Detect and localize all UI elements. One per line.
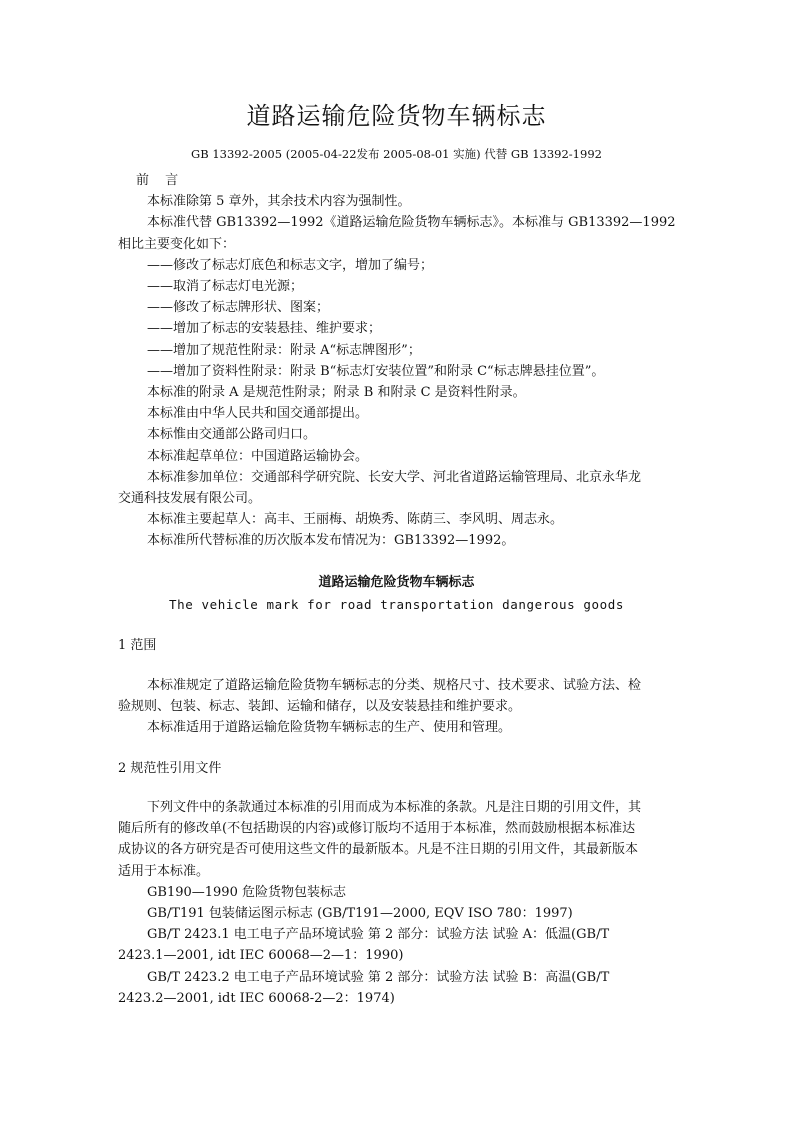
preface-line: 相比主要变化如下： (118, 236, 236, 252)
preface-line: ——取消了标志灯电光源； (147, 279, 304, 295)
preface-heading: 前 言 (136, 173, 185, 188)
preface-line: ——修改了标志灯底色和标志文字，增加了编号； (147, 257, 434, 273)
preface-line: 本标惟由交通部公路司归口。 (147, 427, 317, 443)
body-title-en: The vehicle mark for road transportation dangerous goods (168, 597, 625, 612)
preface-line: 本标准起草单位：中国道路运输协会。 (147, 448, 369, 464)
preface-line: 本标准除第 5 章外，其余技术内容为强制性。 (147, 194, 411, 210)
preface-line: 本标准所代替标准的历次版本发布情况为：GB13392—1992。 (147, 533, 515, 549)
section-1-line: 本标准适用于道路运输危险货物车辆标志的生产、使用和管理。 (147, 720, 512, 736)
preface-line: ——增加了标志的安装悬挂、维护要求； (147, 321, 382, 337)
section-2-line: GB/T 2423.2 电工电子产品环境试验 第 2 部分：试验方法 试验 B：高温(GB/T (147, 969, 610, 985)
section-2-line: 下列文件中的条款通过本标准的引用而成为本标准的条款。凡是注日期的引用文件，其 (147, 800, 642, 815)
section-2-line: 适用于本标准。 (118, 863, 210, 879)
preface-line: 本标准主要起草人：高丰、王丽梅、胡焕秀、陈荫三、李风明、周志永。 (147, 512, 564, 528)
standard-meta: GB 13392-2005 (2005-04-22发布 2005-08-01 实施) 代替 GB 13392-1992 (191, 147, 602, 161)
section-1-line: 验规则、包装、标志、装卸、运输和储存，以及安装悬挂和维护要求。 (118, 699, 522, 715)
section-2-line: 成协议的各方研究是否可使用这些文件的最新版本。凡是不注日期的引用文件，其最新版本 (118, 842, 639, 858)
section-1-body (118, 675, 678, 739)
section-1-heading: 1 范围 (118, 638, 157, 653)
section-1-line: 本标准规定了道路运输危险货物车辆标志的分类、规格尺寸、技术要求、试验方法、检 (147, 678, 642, 693)
body-title-cn: 道路运输危险货物车辆标志 (318, 575, 475, 590)
section-2-line: 随后所有的修改单(不包括勘误的内容)或修订版均不适用于本标准，然而鼓励根据本标准达 (118, 821, 636, 837)
preface-line: 本标准参加单位：交通部科学研究院、长安大学、河北省道路运输管理局、北京永华龙 (147, 469, 642, 485)
preface-line: 本标准的附录 A 是规范性附录；附录 B 和附录 C 是资料性附录。 (147, 385, 526, 401)
section-2-line: GB190—1990 危险货物包装标志 (147, 884, 346, 900)
preface-line: 本标准代替 GB13392—1992《道路运输危险货物车辆标志》。本标准与 GB13392—1992 (147, 215, 676, 231)
preface-line: 交通科技发展有限公司。 (118, 491, 262, 507)
preface-line: ——增加了规范性附录：附录 A“标志牌图形”； (147, 342, 421, 358)
section-2-body (118, 797, 678, 1009)
preface-line: 本标准由中华人民共和国交通部提出。 (147, 406, 369, 422)
preface-section (118, 170, 678, 552)
document-title: 道路运输危险货物车辆标志 (246, 102, 547, 130)
section-2-line: GB/T191 包装储运图示标志 (GB/T191—2000, EQV ISO 780：1997) (147, 906, 573, 922)
section-2-heading: 2 规范性引用文件 (118, 761, 222, 776)
section-2-line: GB/T 2423.1 电工电子产品环境试验 第 2 部分：试验方法 试验 A：低温(GB/T (147, 927, 610, 943)
section-2-line: 2423.2—2001, idt IEC 60068-2—2：1974) (118, 990, 395, 1006)
preface-line: ——增加了资料性附录：附录 B“标志灯安装位置”和附录 C“标志牌悬挂位置”。 (147, 363, 605, 379)
section-2-line: 2423.1—2001, idt IEC 60068—2—1：1990) (118, 948, 404, 964)
preface-line: ——修改了标志牌形状、图案； (147, 300, 330, 316)
